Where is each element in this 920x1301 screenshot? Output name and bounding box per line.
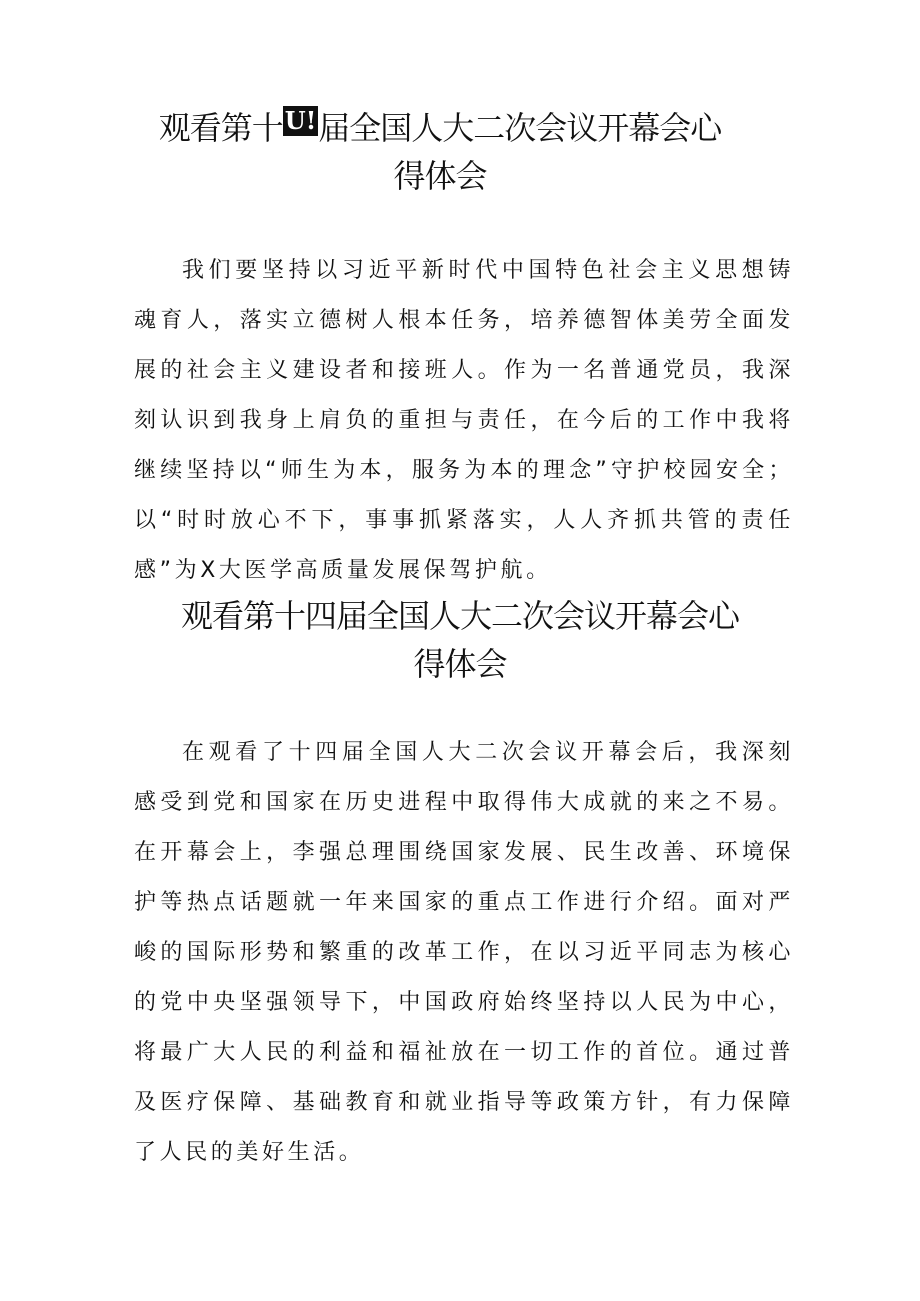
section-1-title-before: 观看第十 (158, 109, 283, 147)
section-1-title-after: 届全国人大二次会议开幕会心 (318, 109, 722, 147)
section-1-title (100, 104, 780, 200)
section-2-title-line-1: 观看第十四届全国人大二次会议开幕会心 (180, 597, 739, 635)
section-2-title-line-2: 得体会 (413, 645, 507, 683)
section-2-title (120, 592, 800, 688)
section-1-title-line-1 (100, 104, 780, 152)
section-1-title-line-2: 得体会 (393, 157, 487, 195)
section-1-title-glitch-mark: U! (284, 106, 317, 135)
section-2-paragraph: 在观看了十四届全国人大二次会议开幕会后，我深刻感受到党和国家在历史进程中取得伟大成就的来之不易。在开幕会上，李强总理围绕国家发展、民生改善、环境保护等热点话题就一年来国家的重点工作进行介绍。面对严峻的国际形势和繁重的改革工作，在以习近平同志为核心的党中央坚强领导下，中国政府始终坚持以人民为中心，将最广大人民的利益和福祉放在一切工作的首位。通过普及医疗保障、基础教育和就业指导等政策方针，有力保障了人民的美好生活。 (134, 740, 794, 1165)
section-1-paragraph: 我们要坚持以习近平新时代中国特色社会主义思想铸魂育人，落实立德树人根本任务，培养德智体美劳全面发展的社会主义建设者和接班人。作为一名普通党员，我深刻认识到我身上肩负的重担与责任，在今后的工作中我将继续坚持以“师生为本，服务为本的理念”守护校园安全；以“时时放心不下，事事抓紧落实，人人齐抓共管的责任感”为X大医学高质量发展保驾护航。 (134, 258, 794, 583)
